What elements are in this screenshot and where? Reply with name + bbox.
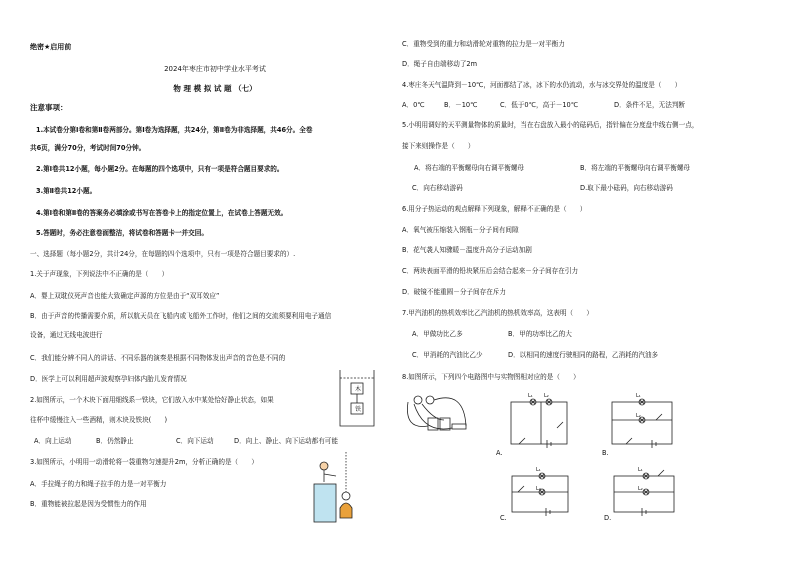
q8-circuit-a xyxy=(511,398,573,448)
q1-option-d: D．医学上可以利用超声波观察孕妇体内胎儿发育情况 xyxy=(30,375,187,383)
note-4: 4.第Ⅰ卷和第Ⅱ卷的答案务必填涂或书写在答卷卡上的指定位置上，在试卷上答题无效。 xyxy=(36,209,288,217)
note-1: 1.本试卷分第Ⅰ卷和第Ⅱ卷两部分。第Ⅰ卷为选择题，共24分，第Ⅱ卷为非选择题，共46分。全卷 xyxy=(36,126,313,134)
q4-option-c: C．低于0℃，高于－10℃ xyxy=(500,101,579,109)
q1-stem: 1.关于声现象，下列说法中不正确的是（ ） xyxy=(30,270,169,278)
q1-option-a: A．婴上双耽仪死声音也能大致确定声源的方位是由于“双耳效应” xyxy=(30,292,220,300)
q8-physical-circuit xyxy=(404,390,484,440)
q8-d-l1: L₁ xyxy=(638,467,643,473)
exam-name: 2024年枣庄市初中学业水平考试 xyxy=(164,65,266,73)
q1-option-b: B．由于声音的传播需要介质，所以航天员在飞船内或飞船外工作时，他们之间的交流须要利用电子通信 xyxy=(30,312,332,320)
q4-option-a: A．0℃ xyxy=(402,101,425,109)
q8-b-l2: L₂ xyxy=(636,413,641,419)
q7-option-b: B．甲的功率比乙的大 xyxy=(508,330,572,338)
q8-b-l1: L₁ xyxy=(636,393,641,399)
note-2: 2.第Ⅰ卷共12小题，每小题2分。在每题的四个选项中，只有一项是符合题目要求的。 xyxy=(36,165,284,173)
q8-circuit-b xyxy=(612,398,678,448)
q4-option-d: D．条件不足，无法判断 xyxy=(614,101,686,109)
q8-circuit-c xyxy=(512,472,574,516)
q1-option-b-cont: 设备，通过无线电波进行 xyxy=(30,331,103,339)
q8-c-l2: L₂ xyxy=(536,486,541,492)
q3-option-b: B．重物能被拉起是因为受惯性力的作用 xyxy=(30,500,147,508)
q2-iron-label: 铁 xyxy=(355,406,362,413)
q2-beaker-figure xyxy=(340,370,380,430)
q6-option-d: D．破镜不能重圆－分子间存在斥力 xyxy=(402,288,506,296)
q7-stem: 7.甲汽油机的热机效率比乙汽油机的热机效率高，这表明（ ） xyxy=(402,309,593,317)
subject-title: 物 理 模 拟 试 题 （七） xyxy=(173,84,257,93)
q2-stem-cont: 往杯中缓慢注入一些酒精，则木块及铁块( ) xyxy=(30,416,168,424)
q8-option-b-label: B. xyxy=(602,449,609,457)
q8-a-l1: L₁ xyxy=(528,393,533,399)
q8-option-c-label: C. xyxy=(500,514,507,522)
q6-option-a: A．氧气被压缩装入钢瓶－分子间有间隙 xyxy=(402,226,519,234)
section-1-heading: 一、选择题（每小题2分，共计24分，在每题的四个选项中，只有一项是符合题目要求的）. xyxy=(30,250,296,258)
q5-option-d: D.取下最小砝码，向右移动游码 xyxy=(580,184,673,192)
q7-option-a: A．甲做功比乙多 xyxy=(412,330,463,338)
q2-wood-label: 木 xyxy=(355,386,362,393)
note-3: 3.第Ⅱ卷共12小题。 xyxy=(36,187,97,195)
note-5: 5.答题时，务必注意卷面整洁，将试卷和答题卡一并交回。 xyxy=(36,229,208,237)
q4-stem: 4.枣庄冬天气温降到－10℃，河面都结了冰，冰下的水仍流动，水与冰交界处的温度是（ ） xyxy=(402,81,682,89)
q3-option-a: A．手拉绳子的力和绳子拉手的力是一对平衡力 xyxy=(30,480,167,488)
q4-option-b: B．－10℃ xyxy=(444,101,478,109)
q2-stem: 2.如图所示，一个木块下面用细线系一铁块，它们放入水中某处恰好静止状态，如果 xyxy=(30,396,274,404)
q8-c-l1: L₁ xyxy=(536,467,541,473)
q3-option-d: D．绳子自由端移动了2m xyxy=(402,60,478,68)
q5-option-b: B．将左端的平衡螺母向右调平衡螺母 xyxy=(580,164,691,172)
notes-heading: 注意事项： xyxy=(30,103,68,112)
q7-option-d: D．以相同的速度行驶相同的路程，乙消耗的汽油多 xyxy=(508,351,659,359)
q6-stem: 6.用分子热运动的观点解释下列现象，解释不正确的是（ ） xyxy=(402,205,587,213)
q8-stem: 8.如图所示，下列四个电路图中与实物图相对应的是（ ） xyxy=(402,373,580,381)
q5-stem-cont: 接下来则操作是（ ） xyxy=(402,142,475,150)
q5-stem: 5.小明用调好的天平测量物体的质量时，当在右盘放入最小的砝码后，指针偏在分度盘中线右侧一点， xyxy=(402,121,699,129)
q8-option-d-label: D. xyxy=(604,514,612,522)
q6-option-b: B．花气袭人知骤暖－温度升高分子运动加剧 xyxy=(402,246,532,254)
note-1-cont: 共6页，满分70分，考试时间70分钟。 xyxy=(30,144,146,152)
q5-option-a: A．将右端的平衡螺母向右调平衡螺母 xyxy=(414,164,525,172)
q2-option-c: C．向下运动 xyxy=(176,437,214,445)
q8-circuit-d xyxy=(614,472,680,516)
q6-option-c: C．两块表面平滑的铅块紧压后会结合起来－分子间存在引力 xyxy=(402,267,579,275)
q1-option-c: C．我们能分辨不同人的讲话、不同乐器的演奏是根据不同物体发出声音的音色是不同的 xyxy=(30,354,286,362)
q5-option-c: C．向右移动游码 xyxy=(412,184,463,192)
q3-option-c: C．重物受到的重力和动滑轮对重物的拉力是一对平衡力 xyxy=(402,40,565,48)
q3-pulley-figure xyxy=(308,452,368,522)
q7-option-c: C．甲消耗的汽油比乙少 xyxy=(412,351,483,359)
q8-a-l2: L₂ xyxy=(544,393,549,399)
q3-stem: 3.如图所示，小明用一动滑轮将一袋重物匀速提升2m，分析正确的是（ ） xyxy=(30,458,258,466)
q2-option-b: B．仍然静止 xyxy=(96,437,134,445)
q2-option-a: A．向上运动 xyxy=(34,437,72,445)
q8-option-a-label: A. xyxy=(496,449,503,457)
q8-d-l2: L₂ xyxy=(638,486,643,492)
q2-option-d: D．向上、静止、向下运动都有可能 xyxy=(234,437,338,445)
secret-label: 绝密★启用前 xyxy=(30,43,72,51)
